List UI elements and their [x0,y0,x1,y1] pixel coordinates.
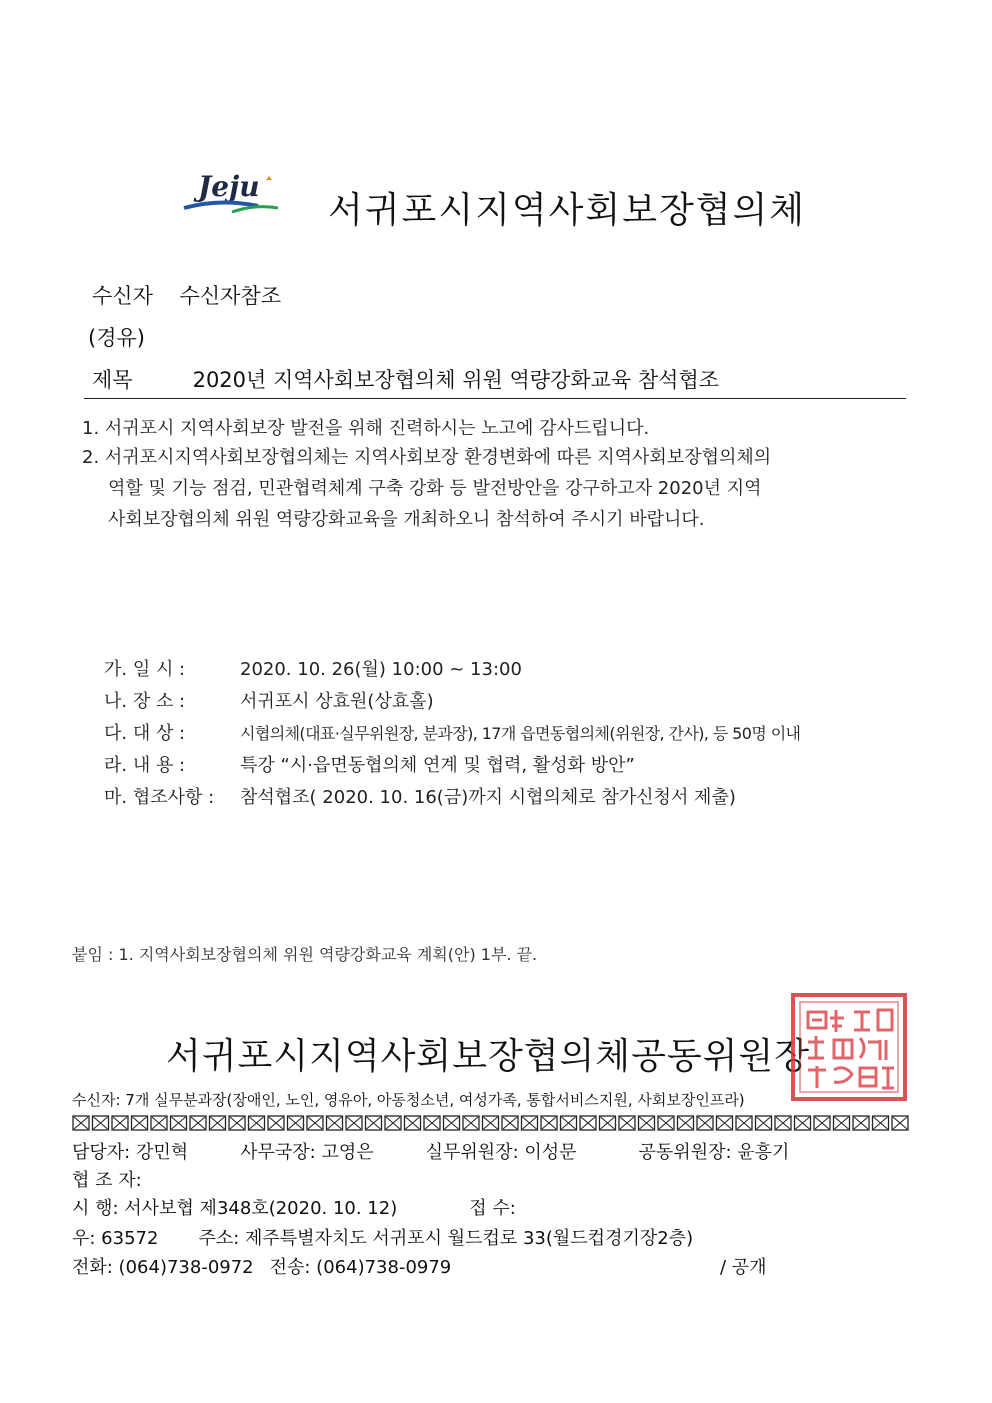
subject-row [92,364,719,394]
item-label: 마. 협조사항 : [104,787,215,808]
item-value: 서귀포시 상효원(상효홀) [240,691,434,712]
fax: 전송: (064)738-0979 [269,1257,452,1278]
body-paragraph-2-line-1: 2. 서귀포시지역사회보장협의체는 지역사회보장 환경변화에 따른 지역사회보장협의체의 [82,447,772,468]
subject-divider [84,398,906,399]
postal-code: 우: 63572 [72,1228,159,1249]
address-row [72,1224,693,1250]
body-paragraph-1: 1. 서귀포시 지역사회보장 발전을 위해 진력하시는 노고에 감사드립니다. [82,418,650,439]
contact-row [72,1253,451,1279]
item-label: 나. 장 소 : [104,691,186,712]
disclosure-status: / 공개 [720,1257,767,1278]
cooperator-label: 협 조 자: [72,1170,142,1191]
item-value: 참석협조( 2020. 10. 16(금)까지 시협의체로 참가신청서 제출) [240,787,736,808]
execution-number: 시 행: 서사보협 제348호(2020. 10. 12) [72,1198,398,1219]
staff-working-chair: 실무위원장: 이성문 [425,1142,577,1163]
address: 주소: 제주특별자치도 서귀포시 월드컵로 33(월드컵경기장2층) [198,1228,694,1249]
staff-manager: 담당자: 강민혁 [72,1142,189,1163]
staff-row [72,1138,789,1164]
item-date [104,655,522,681]
jeju-logo-icon [180,168,290,218]
recipient-label: 수신자 [92,284,153,308]
item-cooperation [104,783,736,809]
item-value: 2020. 10. 26(월) 10:00 ~ 13:00 [240,659,522,680]
receipt-label: 접 수: [469,1198,516,1219]
attachment-note: 붙임 : 1. 지역사회보장협의체 위원 역량강화교육 계획(안) 1부. 끝. [72,945,538,964]
via-label: (경유) [88,326,145,350]
chair-title: 서귀포시지역사회보장협의체공동위원장 [166,1036,810,1077]
item-value: 시협의체(대표·실무위원장, 분과장), 17개 읍면동협의체(위원장, 간사), 등 50명 이내 [240,724,801,743]
recipient-row [92,280,281,310]
staff-secretary-general: 사무국장: 고영은 [240,1142,374,1163]
subject-label: 제목 [92,368,133,392]
item-place [104,687,434,713]
item-content [104,751,635,777]
organization-title: 서귀포시지역사회보장협의체 [328,190,807,231]
logo-text: Jeju [198,170,260,203]
official-seal-icon [790,992,908,1102]
item-value: 특강 “시·읍면동협의체 연계 및 협력, 활성화 방안” [240,755,635,776]
body-paragraph-2-line-2: 역할 및 기능 점검, 민관협력체계 구축 강화 등 발전방안을 강구하고자 2020년 지역 [108,478,762,499]
phone: 전화: (064)738-0972 [72,1257,254,1278]
recipients-list: 수신자: 7개 실무분과장(장애인, 노인, 영유아, 아동청소년, 여성가족, 통합서비스지원, 사회보장인프라) [72,1091,745,1109]
item-label: 가. 일 시 : [104,659,186,680]
item-target [104,719,800,745]
subject-value: 2020년 지역사회보장협의체 위원 역량강화교육 참석협조 [192,368,720,392]
hatched-divider [72,1115,910,1131]
item-label: 라. 내 용 : [104,755,186,776]
staff-co-chair: 공동위원장: 윤흥기 [638,1142,790,1163]
body-paragraph-2-line-3: 사회보장협의체 위원 역량강화교육을 개최하오니 참석하여 주시기 바랍니다. [108,509,705,530]
recipient-value: 수신자참조 [179,284,281,308]
item-label: 다. 대 상 : [104,723,186,744]
execution-row [72,1194,516,1220]
